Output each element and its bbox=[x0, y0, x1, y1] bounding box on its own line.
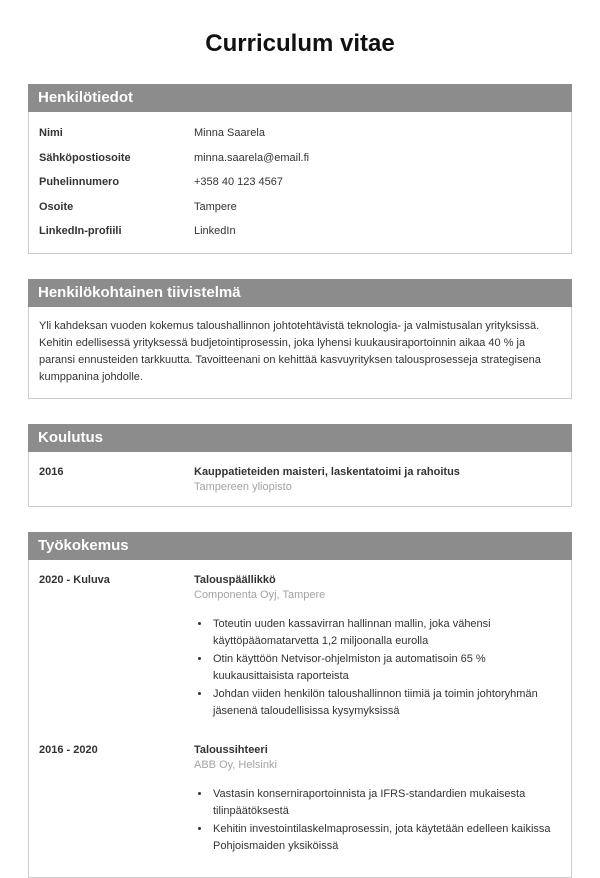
education-entry bbox=[39, 461, 561, 497]
experience-bullet: • Johdan viiden henkilön taloushallinnon tiimiä ja toimin johtoryhmän jäsenenä taloudellisissa kysymyksissä bbox=[211, 686, 561, 721]
section-experience bbox=[28, 532, 572, 878]
section-education-body bbox=[28, 452, 572, 507]
experience-bullet-list-previous bbox=[194, 786, 561, 856]
experience-bullet: • Otin käyttöön Netvisor-ohjelmiston ja automatisoin 65 % kuukausittaisista raporteista bbox=[211, 651, 561, 686]
section-personal-info-heading: Henkilötiedot bbox=[28, 84, 572, 112]
info-value-address: Tampere bbox=[194, 200, 237, 213]
experience-title-previous: Taloussihteeri bbox=[194, 743, 268, 756]
education-degree: Kauppatieteiden maisteri, laskentatoimi ja rahoitus bbox=[194, 465, 460, 478]
experience-details-previous bbox=[194, 744, 561, 864]
info-label-address: Osoite bbox=[39, 200, 74, 213]
info-label-phone: Puhelinnumero bbox=[39, 176, 120, 188]
experience-entry-current bbox=[39, 569, 561, 733]
info-row-email bbox=[39, 146, 561, 171]
info-row-name bbox=[39, 121, 561, 146]
section-summary-heading: Henkilökohtainen tiivistelmä bbox=[28, 279, 572, 307]
experience-bullet: • Toteutin uuden kassavirran hallinnan mallin, joka vähensi käyttöpääomatarvetta 1,2 miljoonalla eurolla bbox=[211, 616, 561, 651]
info-label-name: Nimi bbox=[39, 127, 63, 139]
section-summary bbox=[28, 279, 572, 399]
experience-period-previous: 2016 - 2020 bbox=[39, 743, 98, 756]
info-value-linkedin: LinkedIn bbox=[194, 225, 236, 237]
experience-details-current bbox=[194, 574, 561, 729]
info-row-linkedin bbox=[39, 219, 561, 244]
summary-text: Yli kahdeksan vuoden kokemus taloushallinnon johtotehtävistä teknologia- ja valmistusalan yrityksissä. Kehitin edellisessä yrityksessä budjetointiprosessin, joka lyhensi kuukausiraportoinnin aikaa 40 % ja paransi ennusteiden tarkkuutta. Tavoitteenani on kehittää kasvuyrityksen talousprosesseja strategisena kumppanina johdolle. bbox=[39, 319, 541, 383]
section-education bbox=[28, 424, 572, 507]
experience-entry-previous bbox=[39, 739, 561, 868]
info-row-address bbox=[39, 195, 561, 220]
section-personal-info bbox=[28, 84, 572, 254]
experience-period-current: 2020 - Kuluva bbox=[39, 573, 110, 586]
info-row-phone bbox=[39, 170, 561, 195]
experience-title-current: Talouspäällikkö bbox=[194, 573, 276, 586]
experience-bullet: • Kehitin investointilaskelmaprosessin, jota käytetään edelleen kaikissa Pohjoismaiden yksiköissä bbox=[211, 821, 561, 856]
info-label-linkedin: LinkedIn-profiili bbox=[39, 225, 122, 237]
info-value-phone: +358 40 123 4567 bbox=[194, 176, 284, 188]
section-experience-heading: Työkokemus bbox=[28, 532, 572, 560]
experience-bullet-list-current bbox=[194, 616, 561, 721]
section-experience-body bbox=[28, 560, 572, 878]
education-details bbox=[194, 466, 561, 493]
education-period: 2016 bbox=[39, 465, 64, 478]
section-education-heading: Koulutus bbox=[28, 424, 572, 452]
section-personal-info-body bbox=[28, 112, 572, 254]
experience-company-previous: ABB Oy, Helsinki bbox=[194, 758, 277, 771]
section-summary-body bbox=[28, 307, 572, 399]
info-value-name: Minna Saarela bbox=[194, 127, 265, 139]
experience-bullet: • Vastasin konserniraportoinnista ja IFRS-standardien mukaisesta tilinpäätöksestä bbox=[211, 786, 561, 821]
page-title: Curriculum vitae bbox=[205, 30, 395, 57]
info-label-email: Sähköpostiosoite bbox=[39, 151, 131, 164]
education-institution: Tampereen yliopisto bbox=[194, 480, 292, 493]
experience-company-current: Componenta Oyj, Tampere bbox=[194, 588, 326, 601]
info-value-email: minna.saarela@email.fi bbox=[194, 151, 310, 164]
